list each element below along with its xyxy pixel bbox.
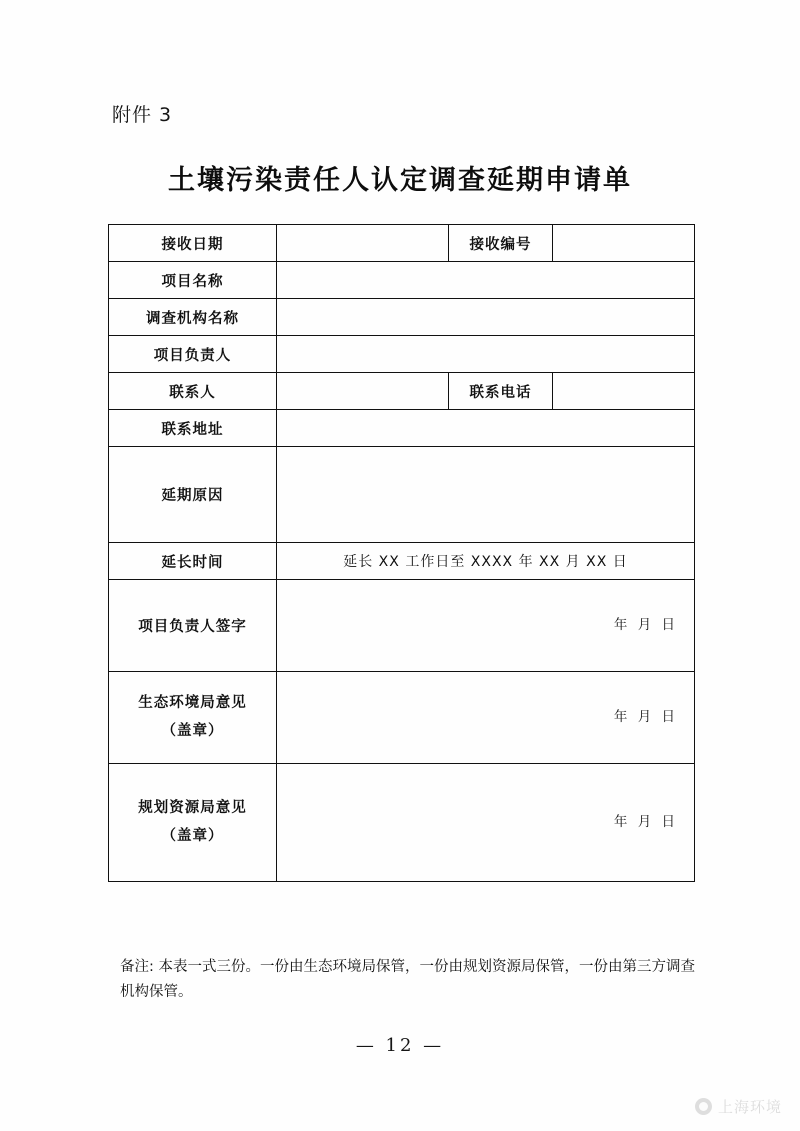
eco-bureau-seal: （盖章）	[161, 722, 224, 739]
receive-no-label: 接收编号	[449, 225, 553, 262]
planning-bureau-cell-inner	[283, 810, 688, 836]
form-note: 备注: 本表一式三份。一份由生态环境局保管，一份由规划资源局保管，一份由第三方调查机构保管。	[120, 959, 695, 1001]
attachment-label: 附件 3	[112, 104, 173, 126]
reason-value[interactable]	[277, 447, 695, 543]
phone-label: 联系电话	[449, 373, 553, 410]
planning-bureau-date: 年 月 日	[613, 813, 678, 830]
eco-bureau-label-cell	[109, 672, 277, 764]
eco-bureau-label: 生态环境局意见	[138, 694, 247, 711]
weibo-logo-icon	[695, 1098, 712, 1115]
planning-bureau-label: 规划资源局意见	[138, 799, 247, 816]
planning-bureau-label-cell	[109, 764, 277, 882]
signature-date: 年 月 日	[613, 616, 678, 633]
table-row	[109, 373, 695, 410]
table-row	[109, 262, 695, 299]
planning-bureau-area[interactable]	[277, 764, 695, 882]
agency-name-value[interactable]	[277, 299, 695, 336]
receive-date-value[interactable]	[277, 225, 449, 262]
table-row	[109, 580, 695, 672]
planning-bureau-seal: （盖章）	[161, 827, 224, 844]
project-leader-value[interactable]	[277, 336, 695, 373]
phone-value[interactable]	[553, 373, 695, 410]
contact-label: 联系人	[109, 373, 277, 410]
planning-bureau-label-stack	[115, 795, 270, 850]
receive-no-value[interactable]	[553, 225, 695, 262]
table-row	[109, 225, 695, 262]
eco-bureau-label-stack	[115, 690, 270, 745]
signature-cell-inner	[283, 613, 688, 639]
table-row	[109, 764, 695, 882]
receive-date-label: 接收日期	[109, 225, 277, 262]
page-title: 土壤污染责任人认定调查延期申请单	[168, 165, 632, 196]
table-row	[109, 336, 695, 373]
table-row	[109, 299, 695, 336]
reason-label: 延期原因	[109, 447, 277, 543]
watermark	[695, 1096, 782, 1117]
address-value[interactable]	[277, 410, 695, 447]
table-row	[109, 410, 695, 447]
table-row	[109, 543, 695, 580]
agency-name-label: 调查机构名称	[109, 299, 277, 336]
table-row	[109, 447, 695, 543]
signature-area[interactable]	[277, 580, 695, 672]
extension-value-cell[interactable]	[277, 543, 695, 580]
project-name-label: 项目名称	[109, 262, 277, 299]
eco-bureau-area[interactable]	[277, 672, 695, 764]
signature-label: 项目负责人签字	[109, 580, 277, 672]
project-name-value[interactable]	[277, 262, 695, 299]
page-number: — 12 —	[355, 1035, 445, 1056]
extension-label: 延长时间	[109, 543, 277, 580]
extension-value: 延长 XX 工作日至 XXXX 年 XX 月 XX 日	[343, 554, 628, 570]
contact-value[interactable]	[277, 373, 449, 410]
address-label: 联系地址	[109, 410, 277, 447]
eco-bureau-date: 年 月 日	[613, 708, 678, 725]
watermark-text: 上海环境	[717, 1098, 782, 1116]
application-form-table	[108, 224, 695, 882]
project-leader-label: 项目负责人	[109, 336, 277, 373]
eco-bureau-cell-inner	[283, 705, 688, 731]
table-row	[109, 672, 695, 764]
